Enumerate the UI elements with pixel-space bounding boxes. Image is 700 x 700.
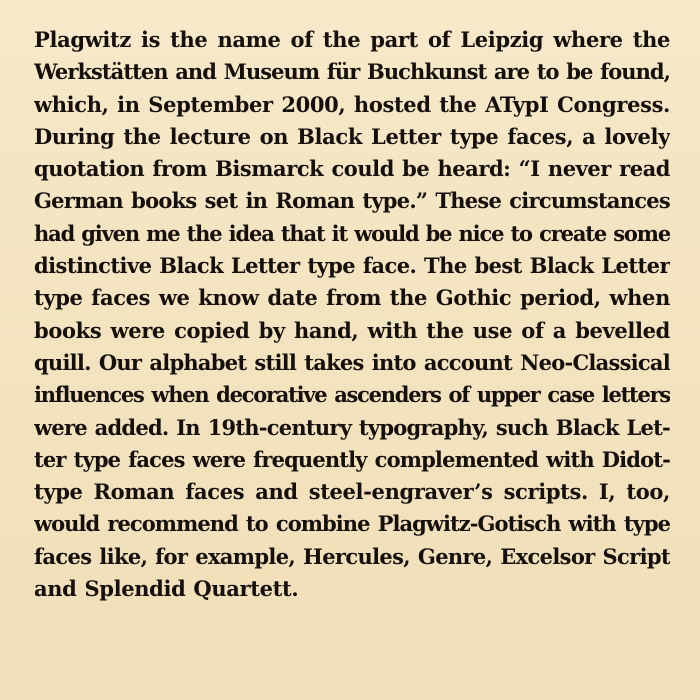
text-line: quill. Our alphabet still takes into account Neo-Classical (34, 349, 670, 375)
text-line: Werkstätten and Museum für Buchkunst are to be found, (34, 59, 670, 85)
text-line: ter type faces were frequently complemented with Didot- (34, 446, 670, 472)
text-line: influences when decorative ascenders of upper case letters (34, 382, 670, 408)
text-line: type Roman faces and steel-engraver’s scripts. I, too, (34, 479, 670, 505)
text-line: type faces we know date from the Gothic period, when (34, 285, 670, 311)
text-line: quotation from Bismarck could be heard: “I never read (34, 156, 670, 182)
text-line: faces like, for example, Hercules, Genre, Excelsor Script (34, 543, 670, 569)
text-line: which, in September 2000, hosted the ATypI Congress. (34, 91, 670, 117)
text-line: were added. In 19th-century typography, such Black Let- (34, 414, 670, 440)
text-line: books were copied by hand, with the use of a bevelled (34, 317, 670, 343)
text-line: distinctive Black Letter type face. The best Black Letter (34, 253, 670, 279)
text-line: would recommend to combine Plagwitz-Gotisch with type (34, 511, 670, 537)
text-paragraph (34, 24, 670, 605)
text-line: Plagwitz is the name of the part of Leipzig where the (34, 27, 670, 52)
text-line-last: and Splendid Quartett. (34, 576, 299, 602)
text-line: had given me the idea that it would be nice to create some (34, 220, 670, 246)
text-line: During the lecture on Black Letter type faces, a lovely (34, 123, 670, 149)
text-line: German books set in Roman type.” These circumstances (34, 188, 670, 214)
